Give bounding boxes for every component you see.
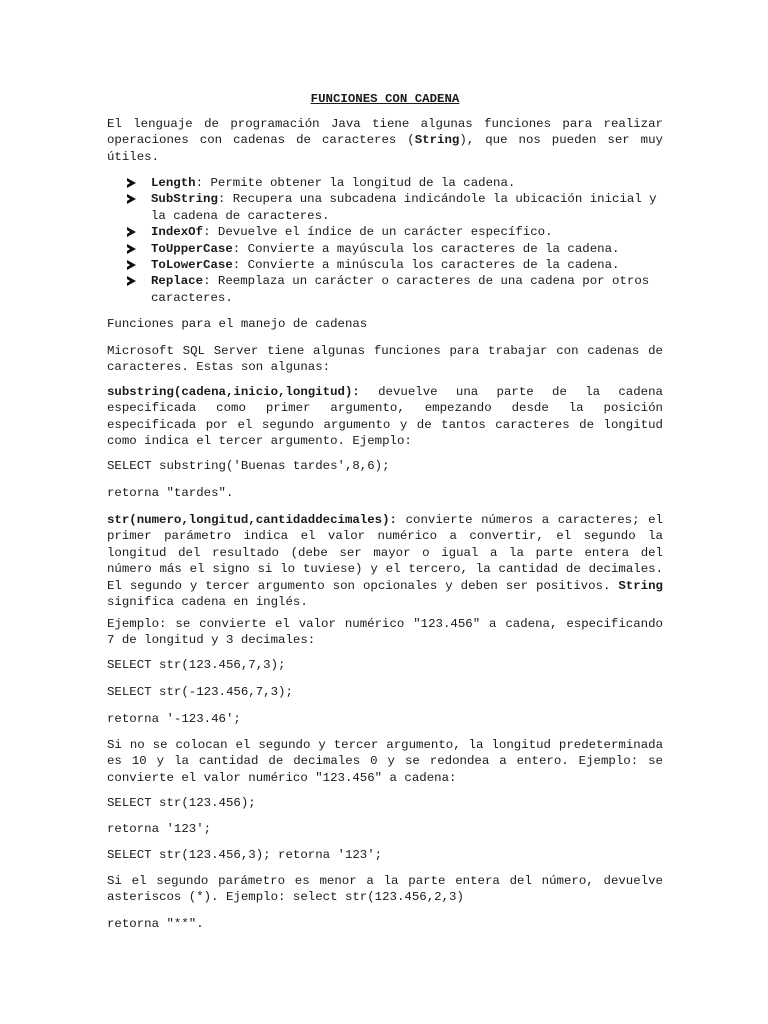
default-args-paragraph: Si no se colocan el segundo y tercer argumento, la longitud predeterminada es 10 y la cantidad de decimales 0 y se redondea a entero. Ejemplo: se convierte el valor numérico "123.456" a cadena: [107, 738, 663, 785]
code-example: SELECT str(-123.456,7,3); [107, 685, 293, 699]
function-name: SubString [151, 192, 218, 207]
intro-text-start: El lenguaje de programación Java tiene algunas funciones para realizar operaciones con cadenas de caracteres ( [107, 117, 663, 148]
function-name: ToLowerCase [151, 258, 233, 273]
list-item [127, 241, 663, 257]
page-title: FUNCIONES CON CADENA [310, 92, 460, 106]
arrow-bullet-icon [127, 260, 136, 270]
example-paragraph: Ejemplo: se convierte el valor numérico "123.456" a cadena, especificando 7 de longitud y 3 decimales: [107, 617, 663, 648]
list-item [127, 224, 663, 240]
function-description: : Devuelve el índice de un carácter específico. [203, 225, 553, 240]
arrow-bullet-icon [127, 194, 136, 204]
code-example: SELECT str(123.456,7,3); [107, 658, 286, 672]
list-item [127, 257, 663, 273]
function-description: : Convierte a minúscula los caracteres de la cadena. [232, 258, 620, 273]
arrow-bullet-icon [127, 276, 136, 286]
function-name: Length [151, 176, 196, 190]
arrow-bullet-icon [127, 227, 136, 237]
intro-string-term: String [414, 133, 460, 148]
arrow-bullet-icon [127, 244, 136, 254]
substring-definition [107, 384, 663, 450]
str-definition [107, 512, 663, 610]
substring-description: devuelve una parte de la cadena especificada como primer argumento, empezando desde la posición especificada por el segundo argumento y de tantos caracteres de longitud como indica el tercer argumento. Ejemplo: [107, 385, 663, 449]
result-example: retorna '123'; [107, 822, 212, 836]
str-signature: str(numero,longitud,cantidaddecimales): [107, 513, 397, 527]
arrow-bullet-icon [127, 178, 136, 188]
function-description: : Permite obtener la longitud de la cadena. [195, 176, 516, 190]
result-example: retorna "**". [107, 917, 204, 931]
function-name: ToUpperCase [151, 241, 233, 256]
function-description: : Convierte a mayúscula los caracteres de la cadena. [232, 241, 620, 256]
result-example: retorna '-123.46'; [107, 712, 241, 726]
list-item [127, 273, 663, 306]
function-description: : Reemplaza un carácter o caracteres de una cadena por otros caracteres. [151, 274, 650, 305]
str-description: convierte números a caracteres; el primer parámetro indica el valor numérico a convertir, el segundo la longitud del resultado (debe ser mayor o igual a la parte entera del número más el signo si lo tuviese) y el tercero, la cantidad de decimales. El segundo y tercer argumento son opcionales y deben ser positivos. [107, 513, 663, 593]
sqlserver-paragraph: Microsoft SQL Server tiene algunas funciones para trabajar con cadenas de caracteres. Estas son algunas: [107, 344, 663, 375]
code-example: SELECT str(123.456,3); retorna '123'; [107, 848, 383, 862]
function-description: : Recupera una subcadena indicándole la ubicación inicial y la cadena de caracteres. [151, 192, 657, 223]
asterisks-paragraph: Si el segundo parámetro es menor a la parte entera del número, devuelve asteriscos (*). Ejemplo: select str(123.456,2,3) [107, 874, 663, 905]
str-description-end: significa cadena en inglés. [107, 595, 308, 610]
code-example: SELECT substring('Buenas tardes',8,6); [107, 459, 390, 473]
list-item [127, 191, 663, 224]
section-heading-paragraph: Funciones para el manejo de cadenas [107, 317, 368, 331]
string-term: String [618, 578, 663, 593]
list-item [127, 175, 663, 191]
code-example: SELECT str(123.456); [107, 796, 256, 810]
java-functions-list [127, 175, 663, 306]
substring-signature: substring(cadena,inicio,longitud): [107, 385, 360, 399]
intro-paragraph [107, 116, 663, 165]
result-example: retorna "tardes". [107, 486, 234, 500]
function-name: Replace [151, 274, 204, 289]
function-name: IndexOf [151, 225, 204, 240]
intro-text-end: ), que nos pueden ser muy útiles. [107, 133, 663, 164]
